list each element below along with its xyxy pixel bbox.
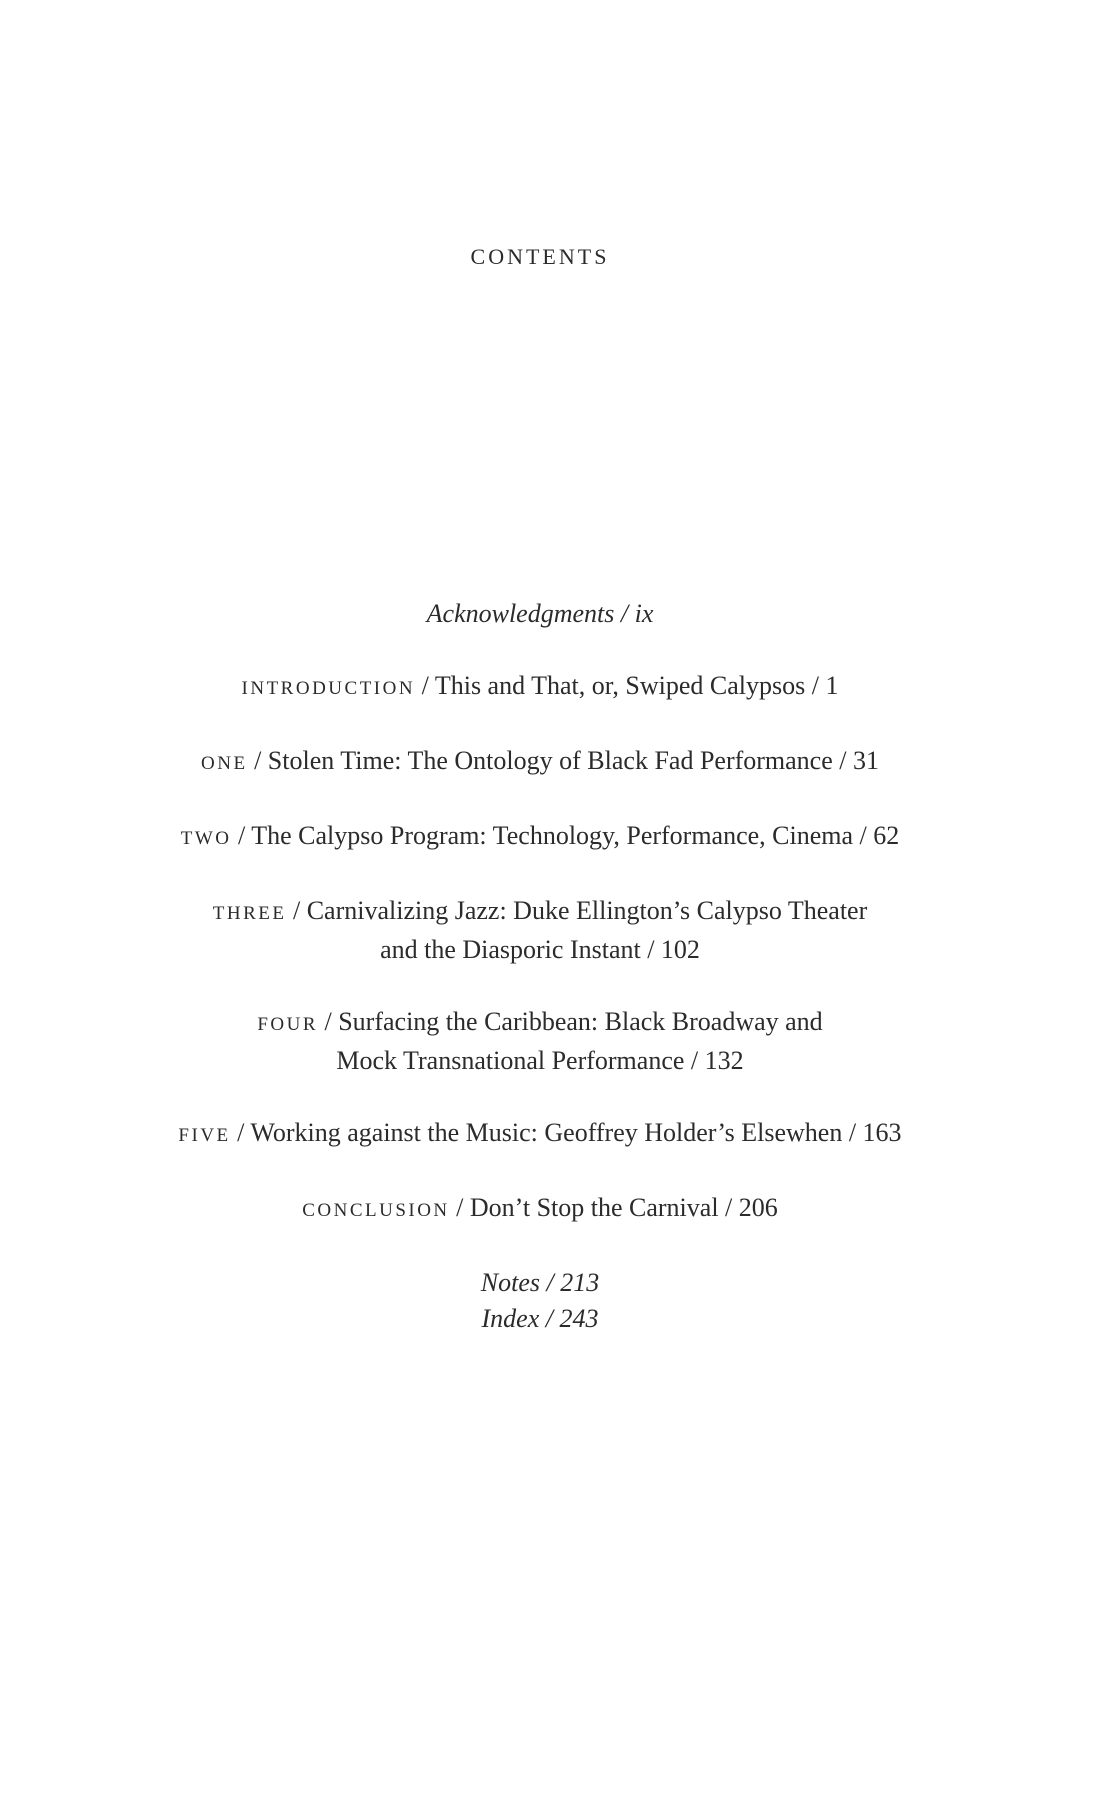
chapter-title: / This and That, or, Swiped Calypsos / 1 <box>415 671 839 700</box>
toc-entry-acknowledgments: Acknowledgments / ix <box>426 599 654 628</box>
chapter-label: FOUR <box>257 1014 318 1035</box>
toc-entry-chapter-five <box>0 1115 1080 1154</box>
chapter-title: / Carnivalizing Jazz: Duke Ellington’s Calypso Theater <box>286 896 868 925</box>
chapter-label: FIVE <box>178 1125 231 1146</box>
toc-entry-chapter-three <box>0 893 1080 968</box>
chapter-label: THREE <box>212 903 287 924</box>
toc-entry-chapter-two <box>0 818 1080 857</box>
chapter-label: CONCLUSION <box>302 1200 450 1221</box>
toc-entry-introduction <box>0 668 1080 707</box>
toc-entry-conclusion <box>0 1190 1080 1229</box>
chapter-title: / Stolen Time: The Ontology of Black Fad Performance / 31 <box>247 746 879 775</box>
chapter-title: / Don’t Stop the Carnival / 206 <box>449 1193 778 1222</box>
toc-entry-chapter-four <box>0 1004 1080 1079</box>
chapter-label: TWO <box>180 828 232 849</box>
chapter-title: / Working against the Music: Geoffrey Holder’s Elsewhen / 163 <box>230 1118 902 1147</box>
chapter-title: / Surfacing the Caribbean: Black Broadway and <box>318 1007 823 1036</box>
chapter-title-continued: Mock Transnational Performance / 132 <box>336 1046 744 1075</box>
contents-heading: CONTENTS <box>470 244 610 269</box>
table-of-contents <box>0 596 1080 1337</box>
chapter-label: ONE <box>201 753 248 774</box>
chapter-label: INTRODUCTION <box>241 678 416 699</box>
toc-entry-chapter-one <box>0 743 1080 782</box>
toc-entry-index: Index / 243 <box>481 1304 599 1333</box>
chapter-title: / The Calypso Program: Technology, Performance, Cinema / 62 <box>231 821 900 850</box>
chapter-title-continued: and the Diasporic Instant / 102 <box>380 935 700 964</box>
toc-entry-notes: Notes / 213 <box>480 1268 600 1297</box>
